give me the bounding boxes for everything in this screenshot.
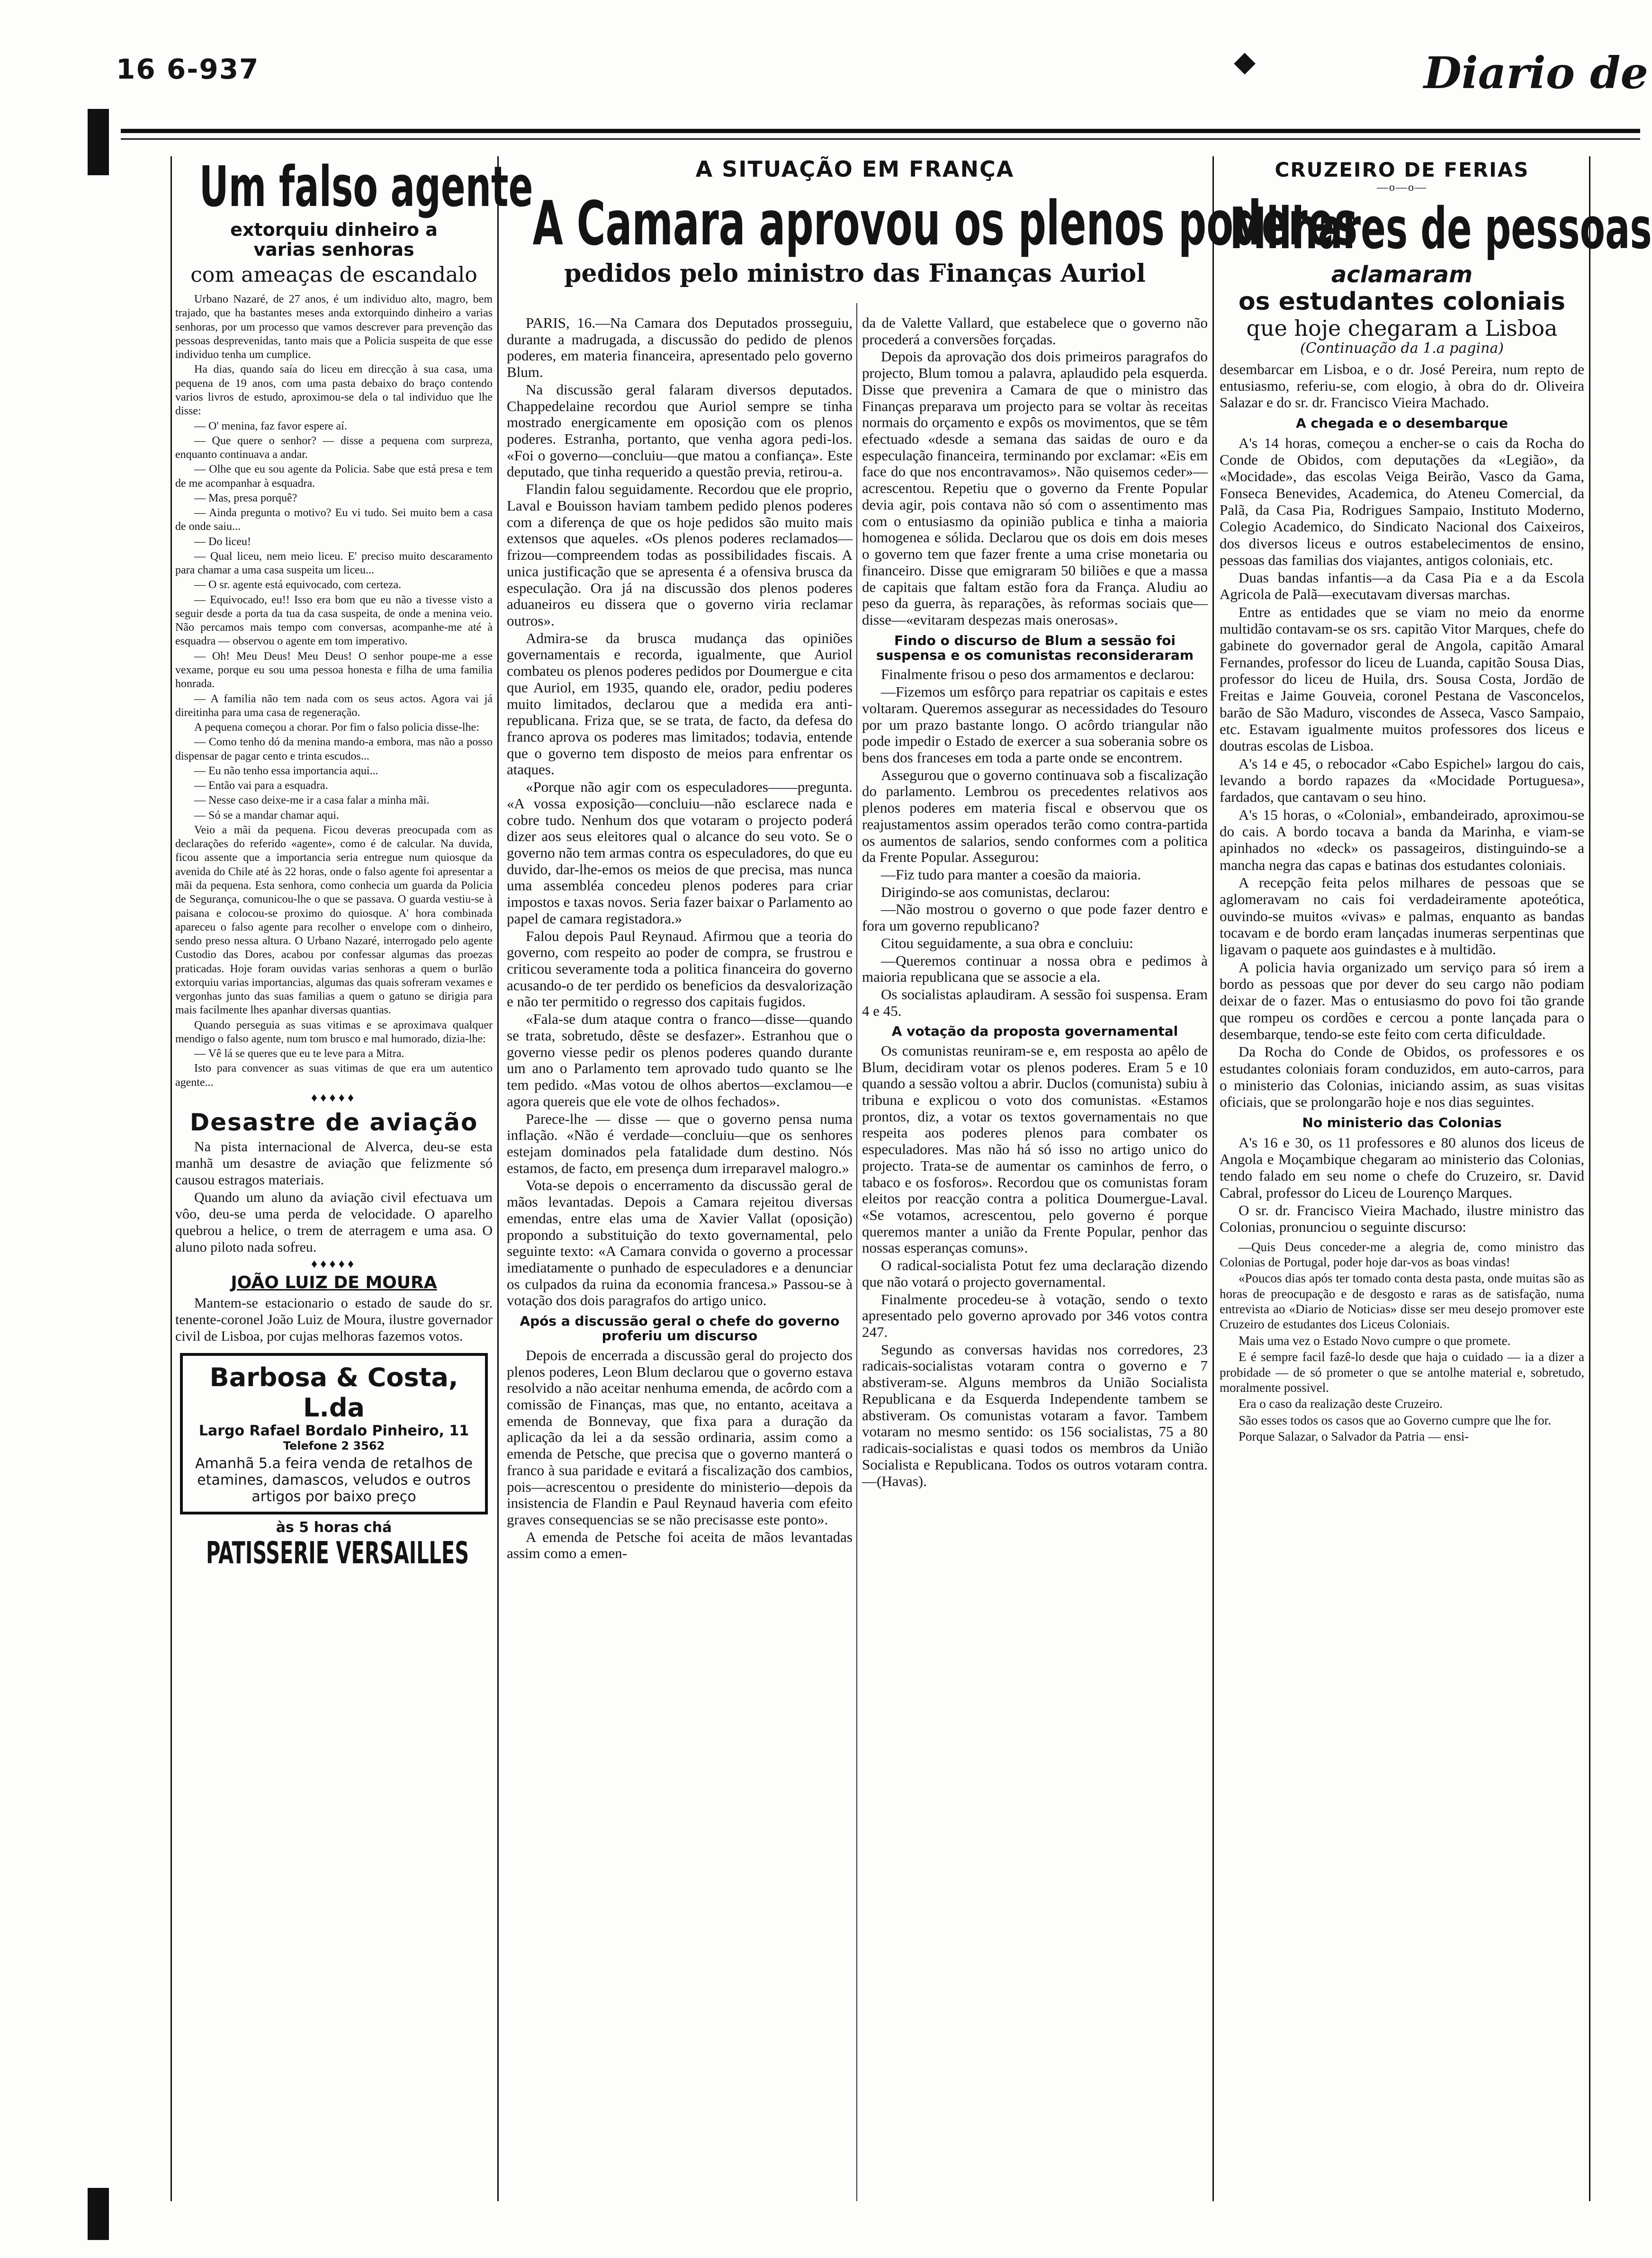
paragraph: Flandin falou seguidamente. Recordou que ele proprio, Laval e Bouisson haviam tambem pedido plenos poderes com a diferença de que os hoje pedidos são muito mais extensos que aqueles. «Os plenos poderes reclamados—frizou—compreendem todas as possibilidades fiscais. A unica justificação que se apresenta é a ofensiva brusca da especulação. Ora já na discussão dos plenos poderes aduaneiros eu dissera que o governo viria reclamar outros». (507, 481, 853, 629)
paragraph: Urbano Nazaré, de 27 anos, é um individuo alto, magro, bem trajado, que ha bastantes meses anda extorquindo dinheiro a varias senhoras, por um processo que vamos descrever para prevenção das pessoas desprevenidas, tanto mais que a Policia suspeita de que esse individuo tenha um cumplice. (175, 293, 493, 361)
deck-pedidos-auriol: pedidos pelo ministro das Finanças Auriol (564, 259, 1146, 288)
column-cruzeiro (1220, 158, 1652, 2201)
paragraph: A's 14 horas, começou a encher-se o cais da Rocha do Conde de Obidos, com deputações da «Legião», da «Mocidade», das escolas Veiga Beirão, Vasco da Gama, Fonseca Benevides, Academica, do Ateneu Comercial, da Palã, da Casa Pia, Rodrigues Sampaio, Instituto Moderno, Colegio Academico, do Sindicato Nacional dos Caixeiros, dos diversos liceus e outros estabelecimentos de ensino, pessoas das familias dos viajantes, antigos coloniais, etc. (1220, 434, 1584, 568)
masthead: Diario de (1423, 47, 1648, 99)
paragraph: A's 15 horas, o «Colonial», embandeirado, aproximou-se do cais. A bordo tocava a banda da Marinha, e viam-se apinhados no «deck» os passageiros, distinguindo-se a mancha negra das capas e batinas dos estudantes coloniais. (1220, 806, 1584, 873)
paragraph: Quando perseguia as suas vitimas e se aproximava qualquer mendigo o falso agente, num tom brusco e mal humorado, dizia-lhe: (175, 1019, 493, 1045)
subhead-sessao-suspensa: Findo o discurso de Blum a sessão foi suspensa e os comunistas reconsideraram (876, 632, 1194, 663)
paragraph: Duas bandas infantis—a da Casa Pia e a da Escola Agricola de Palã—executavam diversas marchas. (1220, 569, 1584, 603)
paragraph: Os comunistas reuniram-se e, em resposta ao apêlo de Blum, decidiram votar os plenos poderes. Eram 5 e 10 quando a sessão voltou a abrir. Duclos (comunista) subiu à tribuna e explicou o voto dos comunistas. «Estamos prontos, diz, a votar os textos governamentais no que respeita aos poderes plenos para combater os especuladores. Mas não há só isso no artigo unico do projecto. Trata-se de aumentar os caminhos de ferro, o tabaco e os fosforos». Recordou que os comunistas foram eleitos por reacção contra a politica Doumergue-Laval. «Se votamos, acrescentou, pelo governo é porque queremos manter a união da Frente Popular, penhor das nossas esperanças comuns». (862, 1042, 1208, 1256)
paragraph: Da Rocha do Conde de Obidos, os professores e os estudantes coloniais foram conduzidos, em auto-carros, para o ministerio das Colonias, iniciando assim, as suas visitas oficiais, que se prolongarão hoje e nos dias seguintes. (1220, 1043, 1584, 1111)
paragraph: Admira-se da brusca mudança das opiniões governamentais e recorda, igualmente, que Auriol combateu os plenos poderes pedidos por Doumergue e cita que Auriol, em 1935, quando ele, orador, pediu poderes muito limitados, declarou que a medida era anti-republicana. Friza que, se se trata, de facto, da defesa do franco aprova os poderes mas limitados; todavia, entende que o governo tem disposto de meios para enfrentar os ataques. (507, 629, 853, 778)
paragraph: Isto para convencer as suas vitimas de que era um autentico agente... (175, 1062, 493, 1089)
paragraph: A's 16 e 30, os 11 professores e 80 alunos dos liceus de Angola e Moçambique chegaram ao ministerio das Colonias, tendo falado em seu nome o chefe do Cruzeiro, sr. David Cabral, professor do Liceu de Lourenço Marques. (1220, 1134, 1584, 1201)
paragraph: — Mas, presa porquê? (194, 492, 297, 504)
advertisement-barbosa-costa (180, 1353, 488, 1514)
paragraph: Falou depois Paul Reynaud. Afirmou que a teoria do governo, com respeito ao poder de compra, se frustrou e criticou severamente toda a politica financeira do governo acusando-o de ter perdido os beneficios da desvalorização e não ter permitido o regresso dos capitais fugidos. (507, 927, 853, 1010)
column-rule (497, 156, 499, 2201)
ad-patisserie: PATISSERIE VERSAILLES (206, 1536, 469, 1571)
speech-paragraph: Mais uma vez o Estado Novo cumpre o que promete. (1239, 1333, 1511, 1348)
deck-extorquiu: extorquiu dinheiro a varias senhoras (230, 219, 438, 260)
speech-paragraph: Era o caso da realização deste Cruzeiro. (1239, 1397, 1443, 1411)
paragraph: Assegurou que o governo continuava sob a fiscalização do parlamento. Lembrou os precedentes relativos aos plenos poderes em materia fiscal e observou que os reajustamentos assim operados terão como contra-partida os aumentos de salarios, sendo conformes com a politica da Frente Popular. Assegurou: (862, 766, 1208, 866)
paragraph: da de Valette Vallard, que estabelece que o governo não procederá a conversões forçadas. (862, 314, 1208, 348)
paragraph: A recepção feita pelos milhares de pessoas que se aglomeravam no cais foi verdadeiramente apoteótica, ouvindo-se muitos «vivas» e palmas, enquanto as bandas tocavam e de bordo eram lançadas inumeras serpentinas que ligavam o paquete aos guindastes e à multidão. (1220, 874, 1584, 958)
paragraph: O radical-socialista Potut fez uma declaração dizendo que não votará o projecto governamental. (862, 1257, 1208, 1290)
paragraph: A's 14 e 45, o rebocador «Cabo Espichel» largou do cais, levando a bordo rapazes da «Mocidade Portuguesa», fardados, que cantavam o seu hino. (1220, 755, 1584, 806)
top-rule (121, 129, 1640, 133)
paragraph: — Eu não tenho essa importancia aqui... (194, 764, 378, 777)
speech-paragraph: São esses todos os casos que ao Governo cumpre que lhe for. (1239, 1413, 1551, 1427)
paragraph: — O sr. agente está equivocado, com certeza. (194, 579, 402, 591)
paragraph: Dirigindo-se aos comunistas, declarou: (881, 883, 1110, 900)
headline-moura: JOÃO LUIZ DE MOURA (231, 1272, 437, 1292)
paragraph: — Olhe que eu sou agente da Policia. Sabe que está presa e tem de me acompanhar à esquadra. (175, 463, 493, 490)
paragraph: A policia havia organizado um serviço para só irem a bordo as pessoas que por dever do seu cargo não podiam deixar de o fazer. Mas o entusiasmo do povo foi tão grande que rompeu os cordões e cercou a ponte lançada para o desembarque, tendo-se este feito com certa dificuldade. (1220, 959, 1584, 1043)
paragraph: Finalmente frisou o peso dos armamentos e declarou: (881, 666, 1195, 683)
paragraph: O sr. dr. Francisco Vieira Machado, ilustre ministro das Colonias, pronunciou o seguinte discurso: (1220, 1201, 1584, 1236)
headline-milhares: Milhares de pessoas (1230, 196, 1652, 262)
divider-ornament: ♦♦♦♦♦ (311, 1256, 357, 1271)
paragraph: Segundo as conversas havidas nos corredores, 23 radicais-socialistas votaram contra o governo e 7 abstiveram-se. Alguns membros da União Socialista Republicana e da Esquerda Independente tambem se abstiveram. Os comunistas votaram a favor. Tambem votaram no mesmo sentido: os 156 socialistas, 75 a 80 radicais-socialistas e quasi todos os membros da União Socialista e Republicana. Todos os outros votaram contra.—(Havas). (862, 1341, 1208, 1489)
ad-cha-time: às 5 horas chá (276, 1519, 392, 1536)
paragraph: Vota-se depois o encerramento da discussão geral de mãos levantadas. Depois a Camara rejeitou diversas emendas, entre elas uma de Xavier Vallat (oposição) propondo a substituição do texto governamental, pelo seguinte texto: «A Camara convida o governo a processar imediatamente o punhado de especuladores e a denunciar os culpados da ruina da economia francesa.» Passou-se à votação dos dois paragrafos do artigo unico. (507, 1177, 853, 1309)
ornament-line: —o—o— (1377, 181, 1427, 194)
paragraph: PARIS, 16.—Na Camara dos Deputados prosseguiu, durante a madrugada, a discussão do pedido de plenos poderes, em materia financeira, apresentado pelo governo Blum. (507, 314, 853, 381)
paragraph: Os socialistas aplaudiram. A sessão foi suspensa. Eram 4 e 45. (862, 986, 1208, 1019)
paragraph: Veio a mãi da pequena. Ficou deveras preocupada com as declarações do referido «agente», como é de calcular. Na duvida, ficou assente que a importancia seria entregue num quiosque da avenida do Chile até às 22 horas, onde o falso agente foi apresentar a mãi da pequena. Esta senhora, como conhecia um guarda da Policia de Segurança, comunicou-lhe o que se passava. O guarda vestiu-se à paisana e colocou-se proximo do quiosque. A' hora combinada apareceu o falso agente para recolher o envelope com o dinheiro, sendo preso nessa altura. O Urbano Nazaré, interrogado pelo agente Custodio das Dores, acabou por confessar algumas das proezas praticadas. Hoje foram ouvidas varias senhoras a quem o burlão extorquiu varias importancias, algumas das quais sofreram vexames e vergonhas junto das suas familias a quem o gatuno se dirigia para mais facilmente lhes apanhar diversas quantias. (175, 824, 493, 1017)
paragraph: — Como tenho dó da menina mando-a embora, mas não a posso dispensar de pagar cento e trinta escudos... (175, 736, 493, 762)
paragraph: Parece-lhe — disse — que o governo pensa numa inflação. «Não é verdade—concluiu—que os senhores estejam dominados pela fatalidade dum destino. Nós estamos, de facto, em presença dum irreparavel malogro.» (507, 1110, 853, 1176)
paragraph: — Nesse caso deixe-me ir a casa falar a minha mãi. (194, 794, 430, 807)
subhead-votacao: A votação da proposta governamental (891, 1023, 1178, 1039)
paragraph: —Fizemos um esfôrço para repatriar os capitais e estes voltaram. Queremos assegurar as necessidades do Tesouro por um prazo bastante longo. O acôrdo triangular não pode impedir o Estado de exercer a sua soberania sobre os bens dos franceses em toda a parte onde se encontrem. (862, 683, 1208, 766)
section-label-franca: A SITUAÇÃO EM FRANÇA (695, 156, 1015, 182)
paragraph: — Que quere o senhor? — disse a pequena com surpreza, enquanto continuava a andar. (175, 434, 493, 461)
speech-paragraph: —Quis Deus conceder-me a alegria de, como ministro das Colonias de Portugal, poder hoje dar-vos as boas vindas! (1220, 1239, 1584, 1269)
paragraph: Depois de encerrada a discussão geral do projecto dos plenos poderes, Leon Blum declarou que o governo estava resolvido a não aceitar nenhuma emenda, de acôrdo com a comissão de Finanças, mas que, no entanto, aceitava a emenda de Bonnevay, que fixa para a duração da aplicação da lei a da sessão ordinaria, assim como a emenda de Petsche, que precisa que o governo manterá o franco à sua paridade e evitará a fiscalização dos cambios, pois—acrescentou o presidente do ministerio—depois da insistencia de Flandin e Paul Reynaud haveria com efeito graves consequencias se se não precisasse este ponto». (507, 1346, 853, 1528)
paragraph: Mantem-se estacionario o estado de saude do sr. tenente-coronel João Luiz de Moura, ilustre governador civil de Lisboa, por cujas melhoras fazemos votos. (175, 1295, 493, 1344)
speech-block (1220, 1239, 1584, 1444)
divider-ornament: ♦♦♦♦♦ (311, 1090, 357, 1104)
paragraph: A pequena começou a chorar. Por fim o falso policia disse-lhe: (194, 721, 479, 734)
paragraph: Citou seguidamente, a sua obra e concluiu: (881, 934, 1133, 951)
paragraph: Na pista internacional de Alverca, deu-se esta manhã um desastre de aviação que felizmente só causou estragos materiais. (175, 1138, 493, 1188)
deck-aclamaram: aclamaram (1331, 261, 1473, 288)
scan-edge-block (88, 2188, 109, 2240)
page-number: 16 6-937 (116, 53, 260, 85)
paragraph: — Ainda pregunta o motivo? Eu vi tudo. Sei muito bem a casa de onde saiu... (175, 507, 493, 533)
headline-aviacao: Desastre de aviação (189, 1109, 478, 1137)
ad-text: Amanhã 5.a feira venda de retalhos de etamines, damascos, veludos e outros artigos por baixo preço (195, 1455, 473, 1505)
paragraph: Finalmente procedeu-se à votação, sendo o texto apresentado pelo governo aprovado por 346 votos contra 247. (862, 1290, 1208, 1341)
deck-lisboa: que hoje chegaram a Lisboa (1246, 315, 1558, 341)
section-label-cruzeiro: CRUZEIRO DE FERIAS (1275, 158, 1529, 181)
continuation-note: (Continuação da 1.a pagina) (1300, 340, 1504, 357)
ad-company-name: Barbosa & Costa, L.da (209, 1362, 458, 1423)
paragraph: «Porque não agir com os especuladores——pregunta. «A vossa exposição—concluiu—não esclarece nada e cobre tudo. Nenhum dos que votaram o projecto poderá dizer aos seus eleitores qual o alcance do seu voto. Se o governo não tem armas contra os especuladores, do que eu duvido, dar-lhe-emos os meios de que precisa, mas nunca uma assembléa concedeu plenos poderes para criar impostos e taxas novos. Seria fazer baixar o Parlamento ao papel de camara registadora.» (507, 779, 853, 927)
headline-plenos-poderes: A Camara aprovou os plenos poderes (532, 188, 1358, 259)
paragraph: — Vê lá se queres que eu te leve para a Mitra. (194, 1048, 404, 1060)
column-rule (1212, 156, 1214, 2201)
ornament-dot: ◆ (1234, 46, 1256, 77)
paragraph: — Equivocado, eu!! Isso era bom que eu não a tivesse visto a seguir desde a porta da tua da casa suspeita, de onde a menina veio. Não percamos mais tempo com conversas, acompanhe-me até à esquadra — observou o agente em tom imperativo. (175, 593, 493, 648)
paragraph: Na discussão geral falaram diversos deputados. Chappedelaine recordou que Auriol sempre se tinha mostrado energicamente em oposição com os plenos poderes. Estranha, portanto, que venha agora pedi-los. «Foi o governo—concluiu—que matou a confiança». Este deputado, que tinha requerido a questão previa, retirou-a. (507, 381, 853, 480)
subhead-chegada: A chegada e o desembarque (1296, 415, 1508, 431)
paragraph: — Então vai para a esquadra. (194, 780, 328, 792)
paragraph: —Fiz tudo para manter a coesão da maioria. (881, 866, 1141, 883)
paragraph: Entre as entidades que se viam no meio da enorme multidão contavam-se os srs. capitão Vitor Marques, chefe do gabinete do governador geral de Angola, capitão Amaral Fernandes, professor do liceu de Luanda, capitão Sousa Dias, professor do liceu de Huila, drs. Sousa Costa, Jordão de Freitas e Jaime Gouveia, coronel Pestana de Vasconcelos, barão de São Maduro, viscondes de Asseca, Vasco Sampaio, etc. Estavam igualmente muitos professores dos liceus e doutras escolas de Lisboa. (1220, 603, 1584, 754)
article-falso-agente-body (175, 293, 493, 1090)
paragraph: — Oh! Meu Deus! Meu Deus! O senhor poupe-me a esse vexame, porque eu sou uma pessoa honesta e filha de uma familia honrada. (175, 650, 493, 690)
deck-estudantes: os estudantes coloniais (1238, 287, 1566, 316)
ad-address: Largo Rafael Bordalo Pinheiro, 11 (198, 1422, 469, 1439)
paragraph: — O' menina, faz favor espere aí. (194, 420, 347, 432)
paragraph: —Queremos continuar a nossa obra e pedimos à maioria republicana que se associe a ela. (862, 952, 1208, 986)
ad-phone: Telefone 2 3562 (283, 1439, 385, 1452)
column-rule (171, 156, 172, 2201)
paragraph: — Só se a mandar chamar aqui. (194, 809, 339, 822)
column-franca-right (862, 315, 1208, 2201)
column-falso-agente (175, 154, 533, 2201)
speech-paragraph: «Poucos dias após ter tomado conta desta pasta, onde muitas são as horas de preocupação e de desgosto e raras as de satisfação, numa entrevista ao «Diario de Noticias» disse ser meu desejo promover este Cruzeiro de estudantes dos Liceus Coloniais. (1220, 1271, 1584, 1332)
column-rule (1589, 156, 1590, 2201)
paragraph: Ha dias, quando saía do liceu em direcção à sua casa, uma pequena de 19 anos, com uma pasta debaixo do braço contendo varios livros de estudo, aproximou-se dela o tal individuo que lhe disse: (175, 363, 493, 418)
paragraph: — Qual liceu, nem meio liceu. E' preciso muito descaramento para chamar a uma casa suspeita um liceu... (175, 550, 493, 577)
paragraph: — A familia não tem nada com os seus actos. Agora vai já direitinha para uma casa de regeneração. (175, 692, 493, 719)
paragraph: Depois da aprovação dos dois primeiros paragrafos do projecto, Blum tomou a palavra, aplaudido pela esquerda. Disse que prevenira a Camara de que o ministro das Finanças preparava um projecto para se voltar às receitas normais do orçamento e expôs os movimentos, que se têm efectuado «desde a semana das saidas de ouro e da especulação financeira, terminando por exclamar: «Eis em face do que nos encontravamos». Não quisemos ceder»—acrescentou. Repetiu que o governo da Frente Popular devia agir, pois contava não só com o assentimento mas com o entusiasmo da opinião publica e tinha a maioria homogenea e sólida. Declarou que os dois em dois meses o governo tem que fazer frente a uma crise monetaria ou financeiro. Disse que emigraram 50 biliões e que a massa de capitais que faltam estão fora da França. Aludiu ao peso da guerra, às reparações, às reformas sociais que—disse—«evitaram despezas mais onerosas». (862, 348, 1208, 628)
paragraph: desembarcar em Lisboa, e o dr. José Pereira, num repto de entusiasmo, referiu-se, com elogio, à obra do dr. Oliveira Salazar e do sr. dr. Francisco Vieira Machado. (1220, 360, 1584, 411)
paragraph: «Fala-se dum ataque contra o franco—disse—quando se trata, sobretudo, dêste se desfazer». Estranhou que o governo viesse pedir os plenos poderes quando durante um ano o Parlamento tem aprovado tudo quanto se lhe tem pedido. «Mas votou de olhos abertos—exclamou—e agora quereis que ele vote de olhos fechados». (507, 1011, 853, 1110)
speech-paragraph: E é sempre facil fazê-lo desde que haja o cuidado — ia a dizer a probidade — de só prometer o que se antolhe material e, sobretudo, moralmente possivel. (1220, 1350, 1584, 1395)
subhead-ministerio: No ministerio das Colonias (1302, 1114, 1502, 1130)
column-franca-left (507, 315, 853, 2201)
paragraph: A emenda de Petsche foi aceita de mãos levantadas assim como a emen- (507, 1528, 853, 1562)
paragraph: — Do liceu! (194, 535, 251, 548)
scan-edge-block (88, 109, 109, 175)
speech-paragraph: Porque Salazar, o Salvador da Patria — ensi- (1239, 1429, 1469, 1444)
deck-ameacas: com ameaças de escandalo (190, 262, 477, 287)
paragraph: —Não mostrou o governo o que pode fazer dentro e fora um governo republicano? (862, 901, 1208, 934)
subhead-discurso-blum: Após a discussão geral o chefe do governo proferiu um discurso (520, 1313, 840, 1344)
top-rule-thin (121, 138, 1640, 140)
paragraph: Quando um aluno da aviação civil efectuava um vôo, deu-se uma perda de velocidade. O aparelho quebrou a helice, o trem de aterragem e uma asa. O aluno piloto nada sofreu. (175, 1190, 493, 1255)
headline-falso-agente: Um falso agente (199, 154, 533, 219)
